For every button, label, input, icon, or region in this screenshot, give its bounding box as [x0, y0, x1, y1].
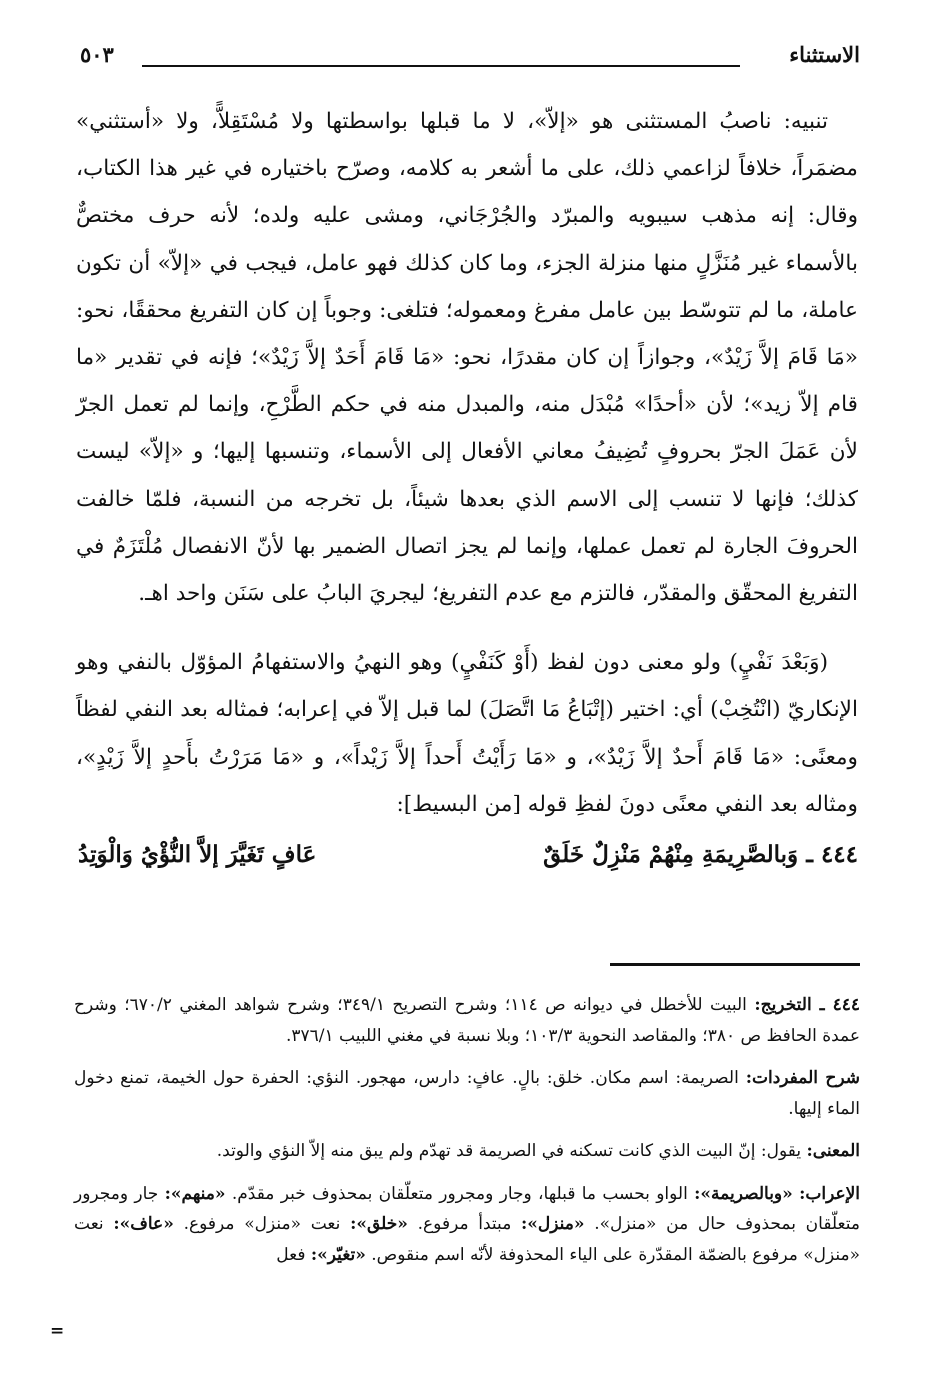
mana-label: المعنى: [806, 1141, 860, 1161]
irab-label: الإعراب: [799, 1183, 861, 1204]
chapter-title: الاستثناء [789, 42, 860, 67]
continued-mark: = [50, 1321, 65, 1341]
irab-text: جار ومجرور متعلّقان بمحذوف حال من «منزل». [74, 1183, 860, 1234]
page-number: ٥٠٣ [80, 42, 114, 67]
takhrij-label: ٤٤٤ ـ التخريج: [754, 995, 860, 1015]
mufradat-text: الصريمة: اسم مكان. خلق: بالٍ. عافٍ: دارس، مهجور. النؤي: الحفرة حول الخيمة، تمنع دخول الماء إليها. [74, 1068, 860, 1119]
verse-second-hemistich: عَافٍ تَغَيَّرَ إلاَّ النُّؤْيُ وَالْوَتِدُ [78, 841, 317, 868]
main-text [76, 98, 858, 828]
irab-term: «عاف»: [113, 1214, 174, 1234]
irab-term: «وبالصريمة»: [694, 1183, 793, 1204]
verse-number: ٤٤٤ ـ [806, 841, 858, 868]
irab-text: مبتدأ مرفوع. [417, 1214, 512, 1234]
running-header [80, 38, 860, 78]
poetry-verse [78, 835, 858, 885]
footnotes [74, 990, 860, 1270]
irab-text: فعل [276, 1244, 306, 1265]
mana-text: يقول: إنّ البيت الذي كانت تسكنه في الصريمة قد تهدّم ولم يبق منه إلاّ النؤي والوتد. [216, 1141, 802, 1161]
irab-term: «منهم»: [164, 1183, 226, 1204]
footnote-mana [74, 1136, 860, 1167]
header-rule [142, 65, 740, 67]
footnote-irab [74, 1179, 860, 1271]
irab-term: «خلق»: [350, 1214, 408, 1234]
mufradat-label: شرح المفردات: [745, 1068, 860, 1088]
irab-text: نعت «منزل» مرفوع بالضمّة المقدّرة على الياء المحذوفة لأنّه اسم منقوص. [74, 1214, 860, 1265]
irab-term: «منزل»: [521, 1214, 585, 1234]
takhrij-text: البيت للأخطل في ديوانه ص ١١٤؛ وشرح التصريح ٣٤٩/١؛ وشرح شواهد المغني ٦٧٠/٢؛ وشرح عمدة الحافظ ص ٣٨٠؛ والمقاصد النحوية ١٠٣/٣؛ وبلا نسبة في مغني اللبيب ٣٧٦/١. [74, 995, 860, 1046]
paragraph-ba3d-nafy: (وَبَعْدَ نَفْيٍ) ولو معنى دون لفظ (أَوْ كَنَفْيٍ) وهو النهيُ والاستفهامُ المؤوّل بالنفي وهو الإنكاريّ (انْتُخِبْ) أي: اختير (إتْبَاعُ مَا اتَّصَلَ) لما قبل إلاّ في إعرابه؛ فمثاله بعد النفي لفظاً ومعنًى: «مَا قَامَ أَحدٌ إلاَّ زَيْدٌ»، و «مَا رَأَيْتُ أَحداً إلاَّ زَيْداً»، و «مَا مَرَرْتُ بأَحدٍ إلاَّ زَيْدٍ»، ومثاله بعد النفي معنًى دونَ لفظِ قوله [من البسيط]: [76, 650, 858, 817]
irab-text: الواو بحسب ما قبلها، وجار ومجرور متعلّقان بمحذوف خبر مقدّم. [231, 1183, 688, 1204]
verse-sadr-text: وَبالصَّرِيمَةِ مِنْهُمْ مَنْزِلٌ خَلَقٌ [543, 841, 799, 868]
footnote-mufradat [74, 1063, 860, 1124]
irab-text: نعت «منزل» مرفوع. [183, 1214, 341, 1234]
verse-first-hemistich [543, 841, 858, 868]
footnote-takhrij [74, 990, 860, 1051]
paragraph-tanbih: تنبيه: ناصبُ المستثنى هو «إلاّ»، لا ما قبلها بواسطتها ولا مُسْتَقِلاًّ، ولا «أستثني» مضمَراً، خلافاً لزاعمي ذلك، على ما أشعر به كلامه، وصرّح باختياره في غير هذا الكتاب، وقال: إنه مذهب سيبويه والمبرّد والجُرْجَاني، ومشى عليه ولده؛ لأنه حرف مختصٌّ بالأسماء غير مُنَزَّلٍ منها منزلة الجزء، وما كان كذلك فهو عامل، فيجب في «إلاّ» أن تكون عاملة، ما لم تتوسّط بين عامل مفرغ ومعموله؛ فتلغى: وجوباً إن كان التفريغ محققًا، نحو: «مَا قَامَ إلاَّ زَيْدٌ»، وجوازاً إن كان مقدرًا، نحو: «مَا قَامَ أَحَدٌ إلاَّ زَيْدٌ»؛ فإنه في تقدير «ما قام إلاّ زيد»؛ لأن «أحدًا» مُبْدَل منه، والمبدل منه في حكم الطَّرْحِ، وإنما لم تعمل الجرّ لأن عَمَلَ الجرّ بحروفٍ تُضِيفُ معاني الأفعال إلى الأسماء، وتنسبها إليها؛ و «إلاّ» ليست كذلك؛ فإنها لا تنسب إلى الاسم الذي بعدها شيئاً، بل تخرجه من النسبة، فلمّا خالفت الحروفَ الجارة لم تعمل عملها، وإنما لم يجز اتصال الضمير بها لأنّ الانفصال مُلْتَزَمٌ في التفريغ المحقّق والمقدّر، فالتزم مع عدم التفريغ؛ ليجريَ البابُ على سَنَن واحد اهـ. [76, 109, 858, 607]
irab-term: «تغيّر»: [310, 1244, 366, 1265]
footnote-separator [610, 963, 860, 966]
